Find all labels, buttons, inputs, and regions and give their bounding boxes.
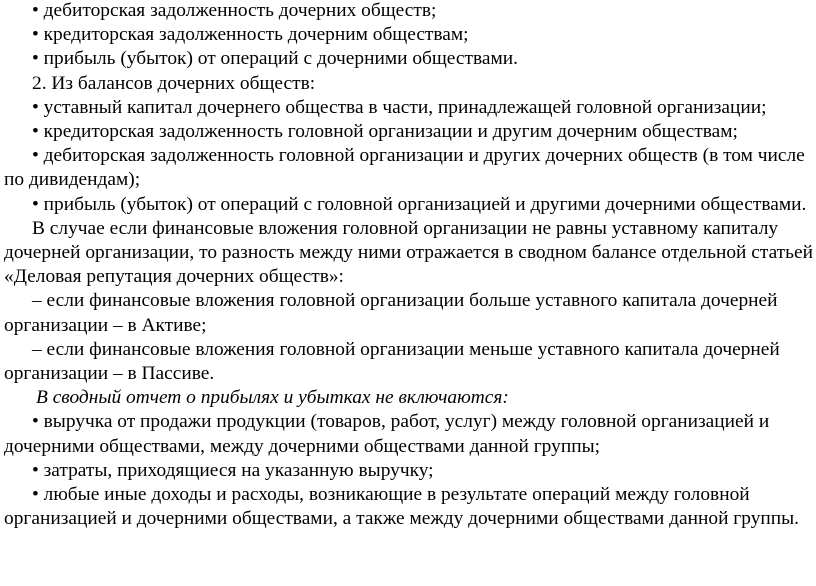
paragraph-bullet-receivables-subsidiaries: • дебиторская задолженность дочерних обществ; — [32, 0, 437, 21]
paragraph-goodwill-explanation: В случае если финансовые вложения головной организации не равны уставному капиталу дочерней организации, то разность между ними отражается в сводном балансе отдельной статьей «Деловая репутация дочерних обществ»: — [4, 217, 813, 288]
paragraph-dash-assets: – если финансовые вложения головной организации больше уставного капитала дочерней организации – в Активе; — [4, 290, 778, 336]
paragraph-bullet-revenue: • выручка от продажи продукции (товаров, работ, услуг) между головной организацией и дочерними обществами, между дочерними обществами данной группы; — [4, 411, 770, 457]
paragraph-bullet-other-income-expenses: • любые иные доходы и расходы, возникающие в результате операций между головной организацией и дочерними обществами, а также между дочерними обществами данной группы. — [4, 484, 800, 530]
paragraph-bullet-receivables-parent: • дебиторская задолженность головной организации и других дочерних обществ (в том числе по дивидендам); — [4, 145, 805, 191]
paragraph-bullet-payables-to-subsidiaries: • кредиторская задолженность дочерним обществам; — [32, 24, 469, 46]
paragraph-italic-heading-excluded: В сводный отчет о прибылях и убытках не включаются: — [36, 387, 509, 409]
paragraph-heading-subsidiary-balances: 2. Из балансов дочерних обществ: — [32, 72, 316, 94]
paragraph-bullet-payables-parent: • кредиторская задолженность головной организации и другим дочерним обществам; — [32, 121, 738, 143]
paragraph-bullet-charter-capital: • уставный капитал дочернего общества в части, принадлежащей головной организации; — [32, 96, 767, 118]
paragraph-bullet-profit-operations-subsidiaries: • прибыль (убыток) от операций с дочерними обществами. — [32, 48, 518, 70]
paragraph-bullet-profit-operations-parent: • прибыль (убыток) от операций с головной организацией и другими дочерними обществами. — [32, 193, 807, 215]
paragraph-bullet-costs: • затраты, приходящиеся на указанную выручку; — [32, 459, 434, 481]
paragraph-dash-liabilities: – если финансовые вложения головной организации меньше уставного капитала дочерней организации – в Пассиве. — [4, 338, 780, 385]
